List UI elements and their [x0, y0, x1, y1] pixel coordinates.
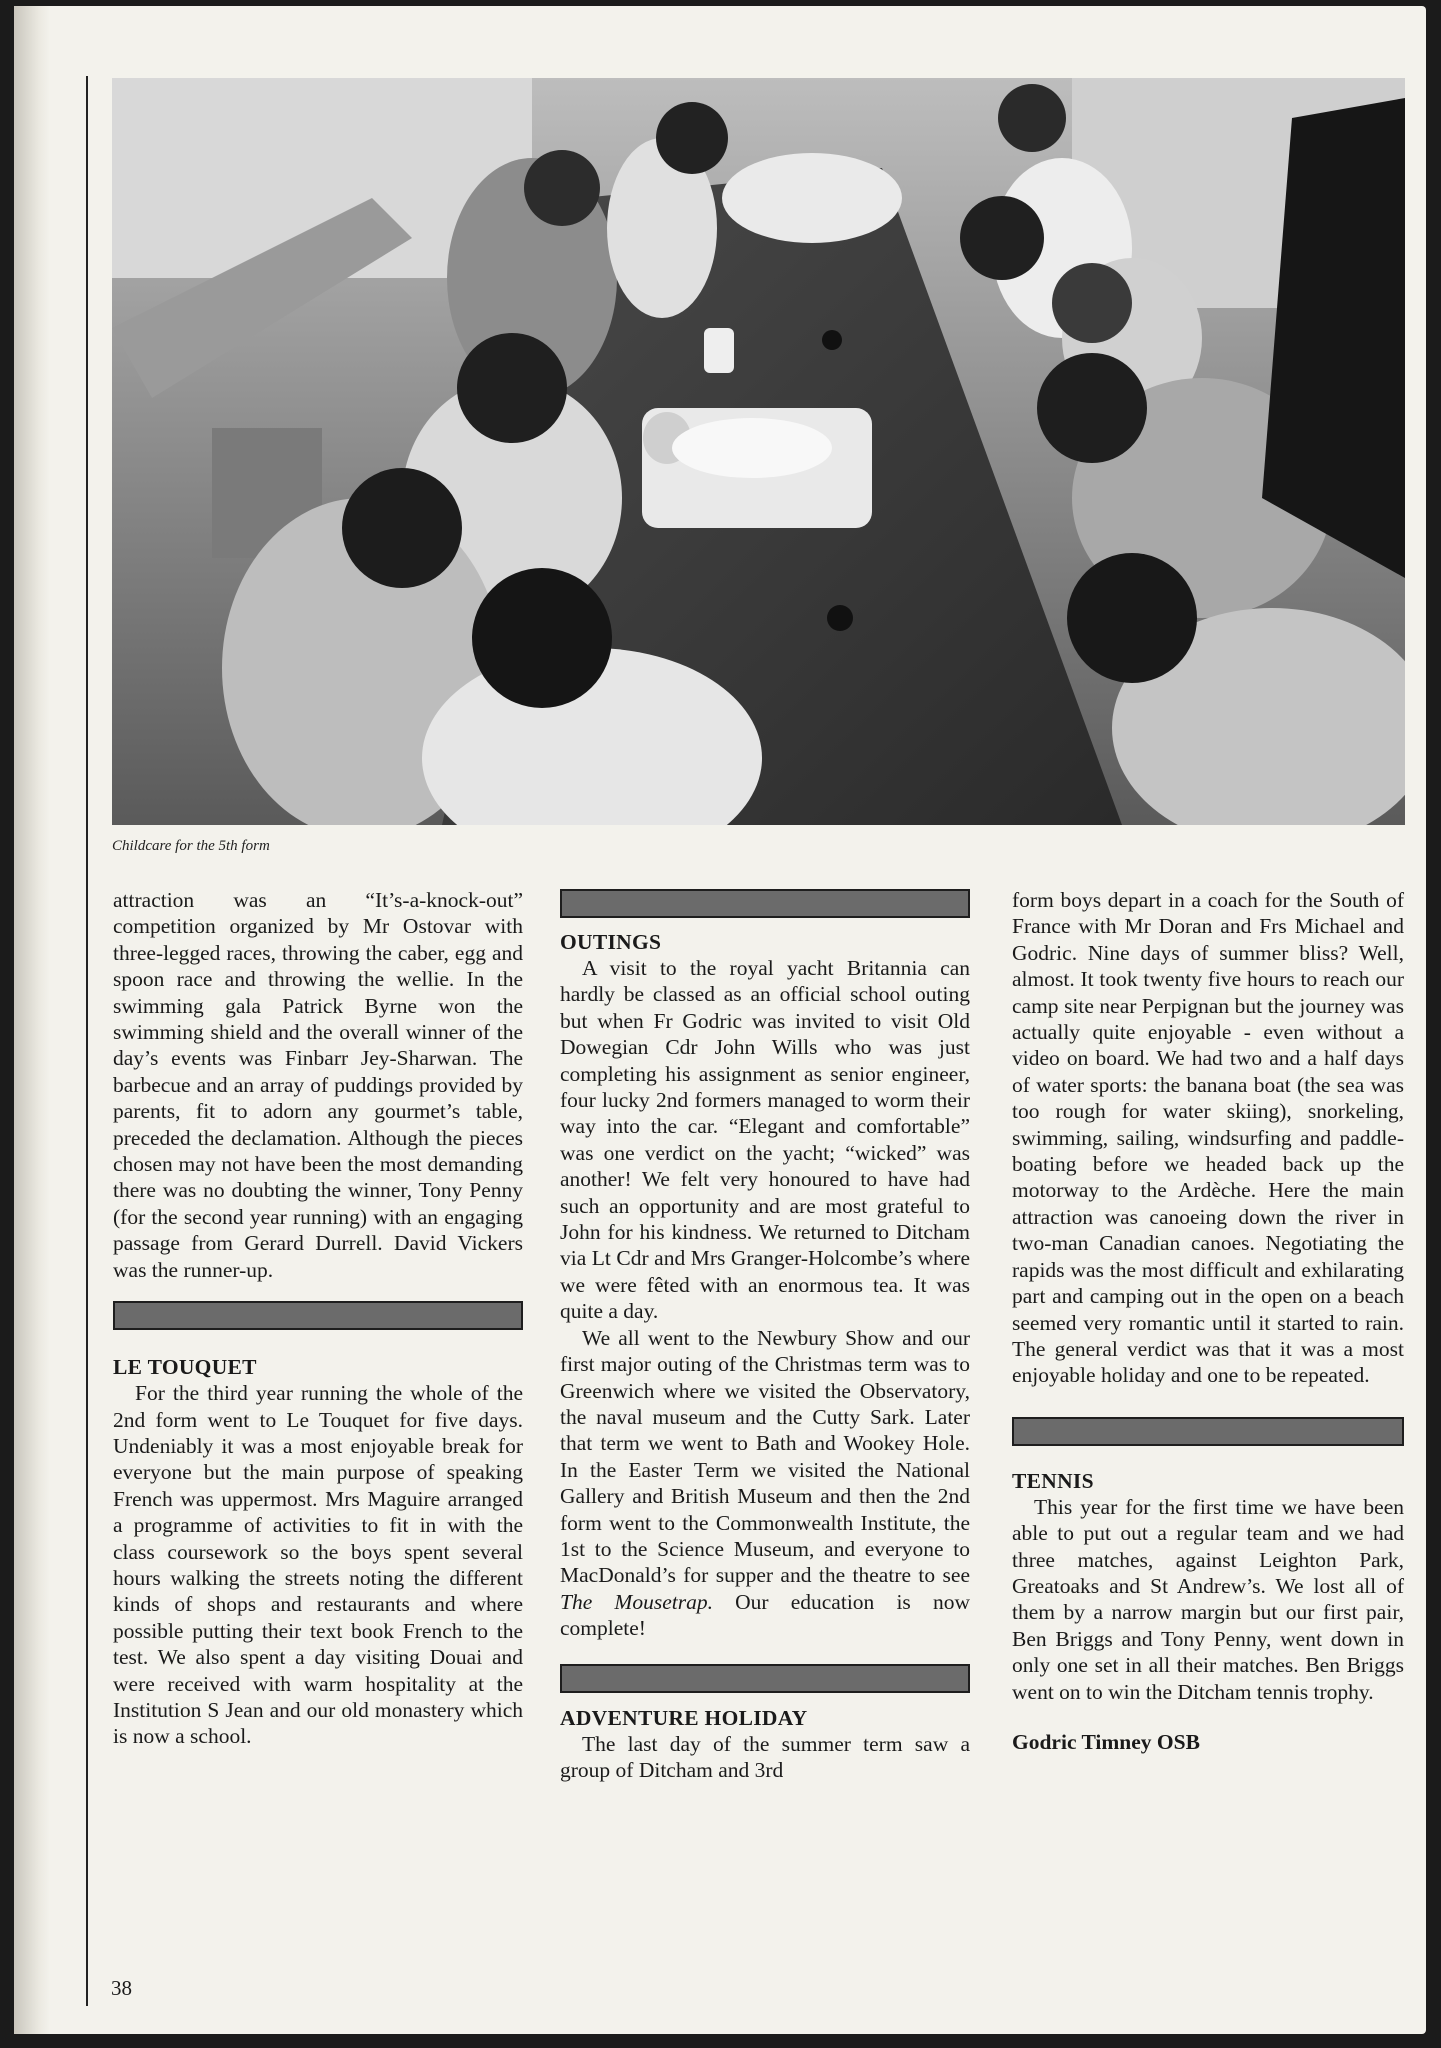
author-signature: Godric Timney OSB	[1012, 1729, 1200, 1754]
paragraph: This year for the first time we have been able to put out a regular team and we had three matches, against Leighton Park, Greatoaks and St Andrew’s. We lost all of them by a narrow margin but our first pair, Ben Briggs and Tony Penny, went down in only one set in all their matches. Ben Briggs went on to win the Ditcham tennis trophy.	[1012, 1494, 1404, 1704]
section-heading-outings: OUTINGS	[560, 930, 662, 954]
page-number: 38	[111, 1976, 132, 2000]
section-divider-bar	[113, 1301, 523, 1330]
paragraph: The last day of the summer term saw a group of Ditcham and 3rd	[560, 1731, 970, 1782]
paragraph: For the third year running the whole of the 2nd form went to Le Touquet for five days. Undeniably it was a most enjoyable break for everyone but the main purpose of speaking French was uppermost. Mrs Maguire arranged a programme of activities to fit in with the class coursework so the boys spent several hours walking the streets noting the different kinds of shops and restaurants and where possible putting their text book French to the test. We also spent a day visiting Douai and were received with warm hospitality at the Institution S Jean and our old monastery which is now a school.	[113, 1381, 523, 1749]
section-heading-adventure-holiday: ADVENTURE HOLIDAY	[560, 1705, 808, 1730]
margin-rule	[86, 76, 88, 2006]
paragraph: form boys depart in a coach for the South of France with Mr Doran and Frs Michael and Godric. Nine days of summer bliss? Well, almost. It took twenty five hours to reach our camp site near Perpignan but the journey was actually quite enjoyable - even without a video on board. We had two and a half days of water sports: the banana boat (the sea was too rough for water skiing), snorkeling, swimming, sailing, windsurfing and paddle-boating before we headed back up the motorway to the Ardèche. Here the main attraction was canoeing down the river in two-man Canadian canoes. Negotiating the rapids was the most difficult and exhilarating part and camping out in the open on a beach seemed very romantic until it started to rain. The general verdict was that it was a most enjoyable holiday and one to be repeated.	[1012, 888, 1404, 1388]
play-title: The Mousetrap.	[560, 1589, 713, 1614]
paragraph: attraction was an “It’s-a-knock-out” competition organized by Mr Ostovar with three-legged races, throwing the caber, egg and spoon race and throwing the wellie. In the swimming gala Patrick Byrne won the swimming shield and the overall winner of the day’s events was Finbarr Jey-Sharwan. The barbecue and an array of puddings provided by parents, fit to adorn any gourmet’s table, preceded the declamation. Although the pieces chosen may not have been the most demanding there was no doubting the winner, Tony Penny (for the second year running) with an engaging passage from Gerard Durrell. David Vickers was the runner-up.	[113, 888, 523, 1282]
column-3	[1012, 887, 1404, 1755]
classroom-photo	[112, 78, 1405, 825]
paragraph-text: We all went to the Newbury Show and our first major outing of the Christmas term was to Greenwich where we visited the Observatory, the naval museum and the Cutty Sark. Later that term we went to Bath and Wookey Hole. In the Easter Term we visited the National Gallery and British Museum and then the 2nd form went to the Commonwealth Institute, the 1st to the Science Museum, and everyone to MacDonald’s for supper and the theatre to see	[560, 1325, 970, 1588]
column-2	[560, 887, 970, 1783]
paragraph	[560, 1325, 970, 1642]
paragraph: A visit to the royal yacht Britannia can hardly be classed as an official school outing but when Fr Godric was invited to visit Old Dowegian Cdr John Wills who was just completing his assignment as senior engineer, four lucky 2nd formers managed to worm their way into the car. “Elegant and comfortable” was one verdict on the yacht; “wicked” was another! We felt very honoured to have had such an opportunity and are most grateful to John for his kindness. We returned to Ditcham via Lt Cdr and Mrs Granger-Holcombe’s where we were fêted with an enormous tea. It was quite a day.	[560, 956, 970, 1324]
section-heading-tennis: TENNIS	[1012, 1468, 1094, 1493]
section-divider-bar	[560, 1664, 970, 1693]
column-1	[113, 887, 523, 1750]
section-divider-bar	[560, 889, 970, 918]
section-heading-le-touquet: LE TOUQUET	[113, 1355, 257, 1380]
section-divider-bar	[1012, 1417, 1404, 1446]
paragraph-text: Our education is now complete!	[560, 1589, 970, 1641]
photo-illustration	[112, 78, 1405, 825]
photo-caption: Childcare for the 5th form	[112, 838, 270, 854]
page-gutter	[14, 6, 50, 2034]
